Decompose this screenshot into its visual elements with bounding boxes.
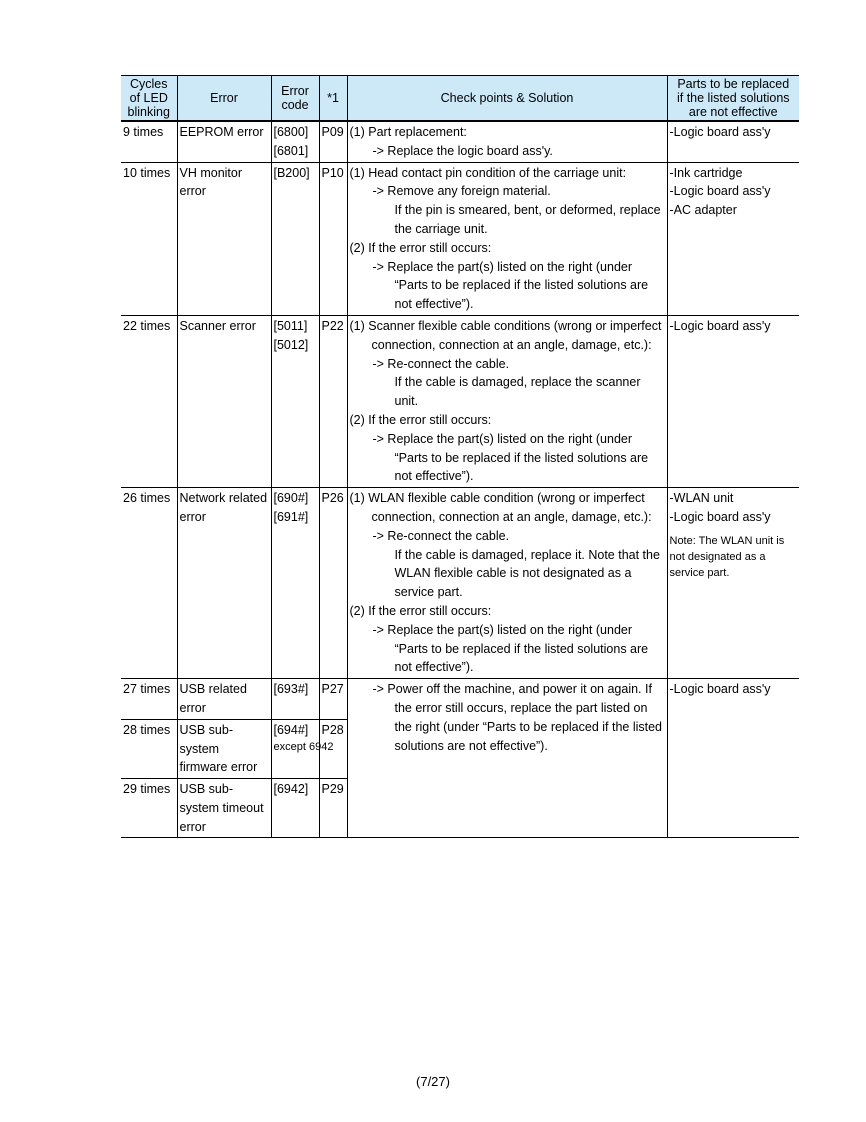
cell-ref: P09 — [319, 121, 347, 162]
header-cycles: Cycles of LED blinking — [121, 76, 177, 122]
cell-parts — [667, 679, 799, 838]
cell-code — [271, 162, 319, 315]
cell-check — [347, 679, 667, 838]
check-line: (1) Head contact pin condition of the carriage unit: — [349, 165, 627, 180]
cell-code — [271, 679, 319, 720]
check-line: -> Power off the machine, and power it on again. If the error still occurs, replace the part listed on the right (under “Parts to be replaced if the listed solutions are not effective”). — [372, 682, 663, 753]
cell-error: Scanner error — [177, 315, 271, 487]
cell-cycles: 27 times — [121, 679, 177, 720]
note-text: The WLAN unit is not designated as a service part. — [669, 534, 785, 579]
error-code: [5011] — [273, 318, 308, 333]
error-code: [5012] — [273, 337, 309, 352]
error-code: [6801] — [273, 143, 309, 158]
check-line: -> Re-connect the cable. — [372, 356, 510, 371]
error-code-note: except 6942 — [273, 740, 334, 753]
cell-cycles: 29 times — [121, 779, 177, 838]
header-check: Check points & Solution — [347, 76, 667, 122]
part-item: -Logic board ass'y — [669, 125, 771, 139]
table-row — [121, 679, 799, 720]
check-line: (1) Part replacement: — [349, 125, 467, 139]
cell-ref: P22 — [319, 315, 347, 487]
cell-ref: P26 — [319, 488, 347, 679]
cell-check — [347, 488, 667, 679]
cell-ref: P27 — [319, 679, 347, 720]
cell-ref: P29 — [319, 779, 347, 838]
check-line: (2) If the error still occurs: — [349, 412, 492, 427]
cell-error: VH monitor error — [177, 162, 271, 315]
check-line: -> Replace the part(s) listed on the right (under “Parts to be replaced if the listed solutions are not effective”). — [372, 431, 649, 484]
cell-check — [347, 315, 667, 487]
check-line: If the pin is smeared, bent, or deformed, replace the carriage unit. — [394, 203, 661, 236]
cell-code — [271, 315, 319, 487]
error-code: [690#] — [273, 491, 309, 506]
cell-error: Network related error — [177, 488, 271, 679]
cell-check — [347, 121, 667, 162]
cell-cycles: 26 times — [121, 488, 177, 679]
part-item: -Logic board ass'y — [669, 682, 771, 697]
check-line: (1) WLAN flexible cable condition (wrong or imperfect connection, connection at an angle, damage, etc.): — [349, 491, 652, 524]
cell-ref: P28 — [319, 719, 347, 778]
table-body — [121, 121, 799, 838]
check-line: -> Replace the logic board ass'y. — [372, 143, 553, 158]
cell-cycles: 10 times — [121, 162, 177, 315]
cell-code — [271, 121, 319, 162]
cell-ref: P10 — [319, 162, 347, 315]
part-item: -AC adapter — [669, 203, 737, 218]
error-code: [694#] — [273, 722, 309, 737]
note-label: Note: — [669, 534, 696, 547]
check-line: -> Replace the part(s) listed on the right (under “Parts to be replaced if the listed solutions are not effective”). — [372, 259, 649, 312]
cell-parts — [667, 162, 799, 315]
check-line: (2) If the error still occurs: — [349, 603, 492, 618]
error-code: [691#] — [273, 509, 309, 524]
part-item: -Logic board ass'y — [669, 509, 771, 524]
part-item: -Logic board ass'y — [669, 184, 771, 199]
check-line: (2) If the error still occurs: — [349, 240, 492, 255]
part-item: -Logic board ass'y — [669, 318, 771, 333]
table-row — [121, 315, 799, 487]
error-table — [121, 75, 799, 838]
part-item: -Ink cartridge — [669, 165, 743, 180]
part-item: -WLAN unit — [669, 491, 734, 506]
cell-error: USB sub-system firmware error — [177, 719, 271, 778]
check-line: If the cable is damaged, replace the scanner unit. — [394, 375, 641, 409]
error-code: [6800] — [273, 125, 309, 139]
check-line: -> Re-connect the cable. — [372, 528, 510, 543]
error-code: [693#] — [273, 682, 309, 697]
table-row — [121, 488, 799, 679]
cell-error: EEPROM error — [177, 121, 271, 162]
check-line: -> Remove any foreign material. — [372, 184, 551, 199]
cell-cycles: 9 times — [121, 121, 177, 162]
header-error: Error — [177, 76, 271, 122]
cell-error: USB sub-system timeout error — [177, 779, 271, 838]
cell-parts — [667, 315, 799, 487]
parts-note — [670, 533, 798, 581]
page-number: (7/27) — [416, 1074, 450, 1089]
cell-check — [347, 162, 667, 315]
check-line: (1) Scanner flexible cable conditions (wrong or imperfect connection, connection at an angle, damage, etc.): — [349, 318, 662, 352]
check-line: -> Replace the part(s) listed on the right (under “Parts to be replaced if the listed solutions are not effective”). — [372, 622, 649, 675]
cell-parts — [667, 121, 799, 162]
table-row — [121, 121, 799, 162]
table-row — [121, 162, 799, 315]
check-line: If the cable is damaged, replace it. Note that the WLAN flexible cable is not designated as a service part. — [394, 547, 660, 600]
cell-code — [271, 779, 319, 838]
header-code: Error code — [271, 76, 319, 122]
header-star: *1 — [319, 76, 347, 122]
cell-parts — [667, 488, 799, 679]
cell-cycles: 28 times — [121, 719, 177, 778]
error-code: [B200] — [273, 165, 310, 180]
error-code: [6942] — [273, 782, 309, 797]
cell-error: USB related error — [177, 679, 271, 720]
cell-cycles: 22 times — [121, 315, 177, 487]
table-header-row — [121, 76, 799, 122]
cell-code — [271, 488, 319, 679]
header-parts: Parts to be replaced if the listed solutions are not effective — [667, 76, 799, 122]
